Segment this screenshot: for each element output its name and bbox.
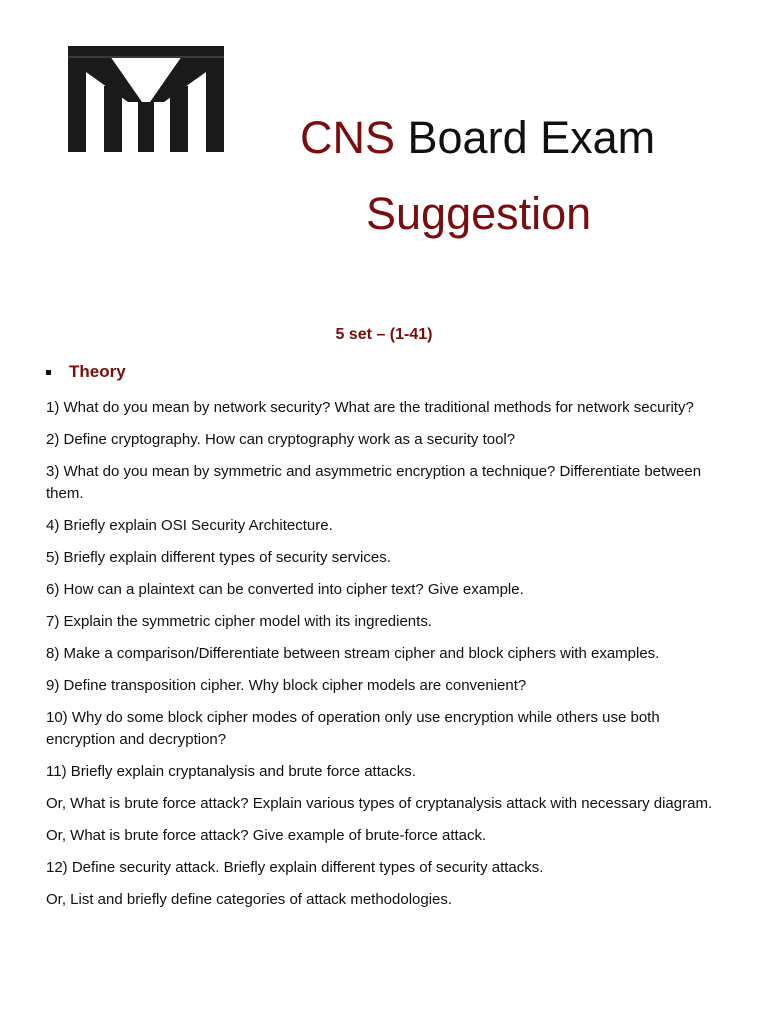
list-item: 3) What do you mean by symmetric and asymmetric encryption a technique? Differentiate between them. — [46, 463, 702, 502]
list-item: 10) Why do some block cipher modes of operation only use encryption while others use both encryption and decryption? — [46, 709, 660, 748]
institute-logo-icon — [66, 42, 226, 156]
section-title: Theory — [69, 362, 126, 381]
list-item: 8) Make a comparison/Differentiate between stream cipher and block ciphers with examples. — [46, 645, 660, 662]
title-rest: Board Exam — [395, 112, 656, 163]
list-item: 5) Briefly explain different types of security services. — [46, 549, 391, 566]
document-title — [300, 110, 655, 166]
title-accent: CNS — [300, 112, 396, 163]
list-item: Or, What is brute force attack? Give example of brute-force attack. — [46, 827, 487, 844]
list-item: 4) Briefly explain OSI Security Architecture. — [46, 517, 333, 534]
list-item: 1) What do you mean by network security? What are the traditional methods for network security? — [46, 399, 694, 416]
list-item: 7) Explain the symmetric cipher model with its ingredients. — [46, 613, 432, 630]
list-item: Or, List and briefly define categories of attack methodologies. — [46, 891, 453, 908]
list-item: Or, What is brute force attack? Explain various types of cryptanalysis attack with necessary diagram. — [46, 795, 713, 812]
section-header — [46, 362, 126, 382]
list-item: 2) Define cryptography. How can cryptography work as a security tool? — [46, 431, 516, 448]
set-label: 5 set – (1-41) — [335, 326, 433, 343]
list-item: 6) How can a plaintext can be converted into cipher text? Give example. — [46, 581, 524, 598]
question-list — [46, 397, 726, 921]
square-bullet-icon — [46, 370, 51, 375]
list-item: 11) Briefly explain cryptanalysis and brute force attacks. — [46, 763, 416, 780]
document-subtitle: Suggestion — [366, 188, 592, 239]
list-item: 9) Define transposition cipher. Why block cipher models are convenient? — [46, 677, 527, 694]
list-item: 12) Define security attack. Briefly explain different types of security attacks. — [46, 859, 544, 876]
